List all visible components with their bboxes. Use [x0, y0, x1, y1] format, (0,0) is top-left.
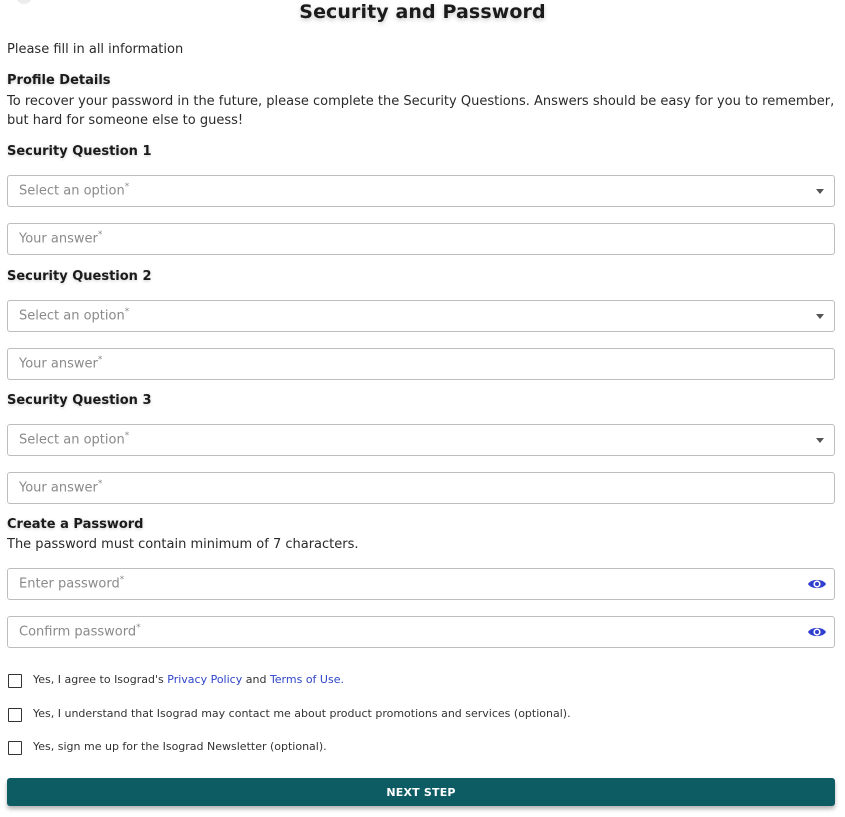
- profile-details-heading: Profile Details: [7, 73, 111, 88]
- newsletter-label: Yes, sign me up for the Isograd Newsletter (optional).: [33, 740, 327, 753]
- security-question-3-select[interactable]: [7, 424, 835, 456]
- answer-placeholder: Your answer: [19, 356, 98, 372]
- terms-checkbox[interactable]: [8, 674, 22, 688]
- enter-password-input[interactable]: [7, 568, 835, 600]
- required-mark: *: [97, 230, 103, 240]
- security-question-2-heading: Security Question 2: [7, 269, 152, 284]
- page-title: Security and Password: [299, 1, 546, 23]
- terms-label: Yes, I agree to Isograd's Privacy Policy and Terms of Use.: [33, 673, 344, 686]
- confirm-password-input[interactable]: [7, 616, 835, 648]
- confirm-password-placeholder: Confirm password: [19, 624, 137, 640]
- security-question-3-heading: Security Question 3: [7, 393, 152, 408]
- chevron-down-icon[interactable]: [816, 314, 824, 319]
- create-password-heading: Create a Password: [7, 517, 144, 532]
- newsletter-checkbox[interactable]: [8, 741, 22, 755]
- answer-placeholder: Your answer: [19, 231, 98, 247]
- promotions-label: Yes, I understand that Isograd may contact me about product promotions and services (optional).: [33, 707, 571, 720]
- promotions-checkbox[interactable]: [8, 708, 22, 722]
- privacy-policy-link[interactable]: Privacy Policy: [167, 673, 243, 686]
- select-placeholder: Select an option: [19, 308, 125, 324]
- required-mark: *: [97, 355, 103, 365]
- required-mark: *: [124, 431, 130, 441]
- required-mark: *: [119, 575, 125, 585]
- chevron-down-icon[interactable]: [816, 189, 824, 194]
- eye-icon[interactable]: [807, 576, 827, 592]
- terms-of-use-link[interactable]: Terms of Use.: [269, 673, 344, 686]
- password-hint: The password must contain minimum of 7 characters.: [7, 537, 359, 552]
- intro-text: Please fill in all information: [7, 42, 184, 57]
- security-question-2-select[interactable]: [7, 300, 835, 332]
- required-mark: *: [124, 182, 130, 192]
- answer-placeholder: Your answer: [19, 480, 98, 496]
- eye-icon[interactable]: [807, 624, 827, 640]
- security-answer-3-input[interactable]: [7, 472, 835, 504]
- required-mark: *: [136, 623, 141, 633]
- profile-description: To recover your password in the future, please complete the Security Questions. Answers should be easy for you to remember, but hard for someone else to guess!: [7, 94, 835, 128]
- password-placeholder: Enter password: [19, 576, 120, 592]
- security-question-1-heading: Security Question 1: [7, 144, 152, 159]
- security-answer-2-input[interactable]: [7, 348, 835, 380]
- security-answer-1-input[interactable]: [7, 223, 835, 255]
- next-step-button[interactable]: NEXT STEP: [7, 778, 835, 806]
- select-placeholder: Select an option: [19, 432, 125, 448]
- required-mark: *: [97, 479, 103, 489]
- security-question-1-select[interactable]: [7, 175, 835, 207]
- required-mark: *: [124, 307, 130, 317]
- chevron-down-icon[interactable]: [816, 438, 824, 443]
- select-placeholder: Select an option: [19, 183, 125, 199]
